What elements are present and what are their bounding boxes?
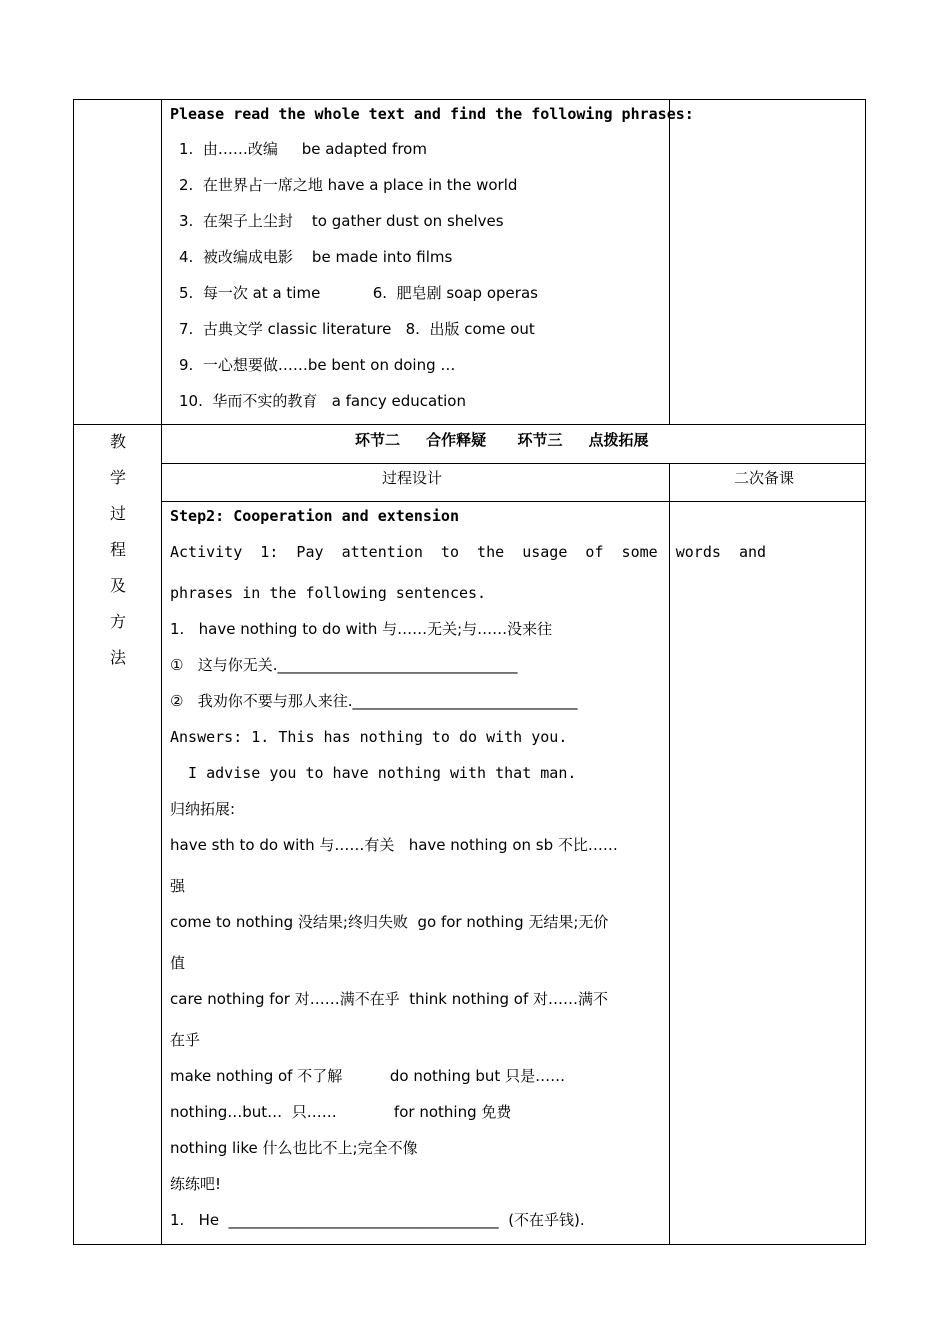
extension-line: care nothing for 对……满不在乎 think nothing of 对……满不 xyxy=(170,990,609,1008)
side-label-char: 法 xyxy=(109,648,126,667)
summary-title: 归纳拓展: xyxy=(170,800,236,818)
question: ② 我劝你不要与那人来往.______________________________ xyxy=(170,692,578,710)
phrase-item: 10. 华而不实的教育 a fancy education xyxy=(179,392,466,410)
extension-line: 强 xyxy=(170,877,186,895)
row-divider-2 xyxy=(161,463,866,464)
activity-text: Activity 1: Pay attention to the usage of some words and xyxy=(170,543,767,561)
row-divider-1 xyxy=(73,424,866,425)
section-header: 环节二 合作释疑 环节三 点拨拓展 xyxy=(355,431,649,449)
col-header-design: 过程设计 xyxy=(382,469,443,487)
phrase-item: 5. 每一次 at a time 6. 肥皂剧 soap operas xyxy=(179,284,538,302)
item-1: 1. have nothing to do with 与……无关;与……没来往 xyxy=(170,620,553,638)
extension-line: come to nothing 没结果;终归失败 go for nothing 无结果;无价 xyxy=(170,913,609,931)
extension-line: nothing…but… 只…… for nothing 免费 xyxy=(170,1103,512,1121)
practice-title: 练练吧! xyxy=(170,1175,222,1193)
extension-line: have sth to do with 与……有关 have nothing on sb 不比…… xyxy=(170,836,618,854)
practice-item: 1. He ____________________________________ (不在乎钱). xyxy=(170,1211,585,1229)
phrase-item: 2. 在世界占一席之地 have a place in the world xyxy=(179,176,518,194)
step-title: Step2: Cooperation and extension xyxy=(170,507,459,525)
extension-line: make nothing of 不了解 do nothing but 只是…… xyxy=(170,1067,566,1085)
col-divider-2-top xyxy=(669,99,670,425)
side-label-char: 方 xyxy=(109,612,126,631)
phrases-heading: Please read the whole text and find the following phrases: xyxy=(170,105,694,123)
table-border-left xyxy=(73,99,74,1245)
phrase-item: 7. 古典文学 classic literature 8. 出版 come out xyxy=(179,320,535,338)
side-label-char: 教 xyxy=(109,432,126,451)
side-label-char: 程 xyxy=(109,540,126,559)
extension-line: 值 xyxy=(170,954,186,972)
phrase-item: 3. 在架子上尘封 to gather dust on shelves xyxy=(179,212,504,230)
side-label-char: 及 xyxy=(109,576,126,595)
side-label-char: 过 xyxy=(109,504,126,523)
table-border-top xyxy=(73,99,866,100)
phrase-item: 4. 被改编成电影 be made into films xyxy=(179,248,453,266)
col-divider-2-bottom xyxy=(669,463,670,1245)
phrase-item: 1. 由……改编 be adapted from xyxy=(179,140,427,158)
answer-line: Answers: 1. This has nothing to do with you. xyxy=(170,728,568,746)
extension-line: nothing like 什么也比不上;完全不像 xyxy=(170,1139,418,1157)
phrase-item: 9. 一心想要做……be bent on doing … xyxy=(179,356,456,374)
row-divider-3 xyxy=(161,501,866,502)
answer-line: I advise you to have nothing with that man. xyxy=(170,764,577,782)
side-label-char: 学 xyxy=(109,468,126,487)
activity-text: phrases in the following sentences. xyxy=(170,584,487,602)
extension-line: 在乎 xyxy=(170,1031,201,1049)
question: ① 这与你无关.________________________________ xyxy=(170,656,518,674)
table-border-right xyxy=(865,99,866,1245)
table-border-bottom xyxy=(73,1244,866,1245)
col-divider-1 xyxy=(161,99,162,1245)
col-header-notes: 二次备课 xyxy=(734,469,795,487)
